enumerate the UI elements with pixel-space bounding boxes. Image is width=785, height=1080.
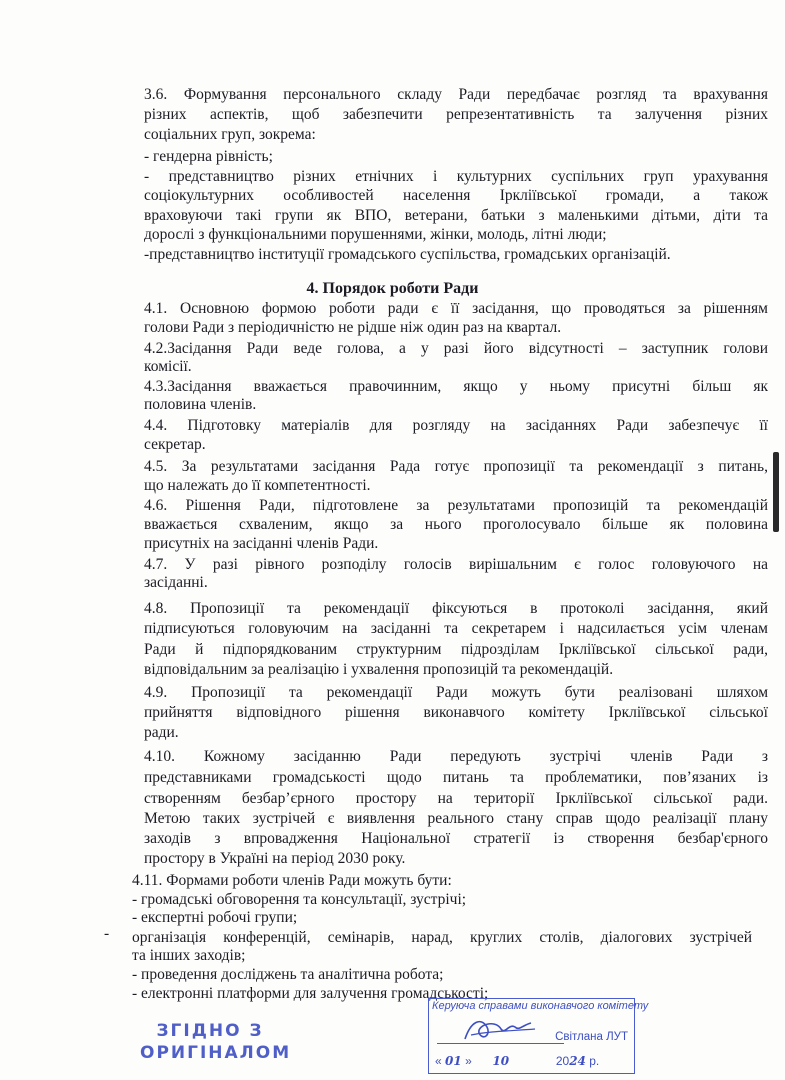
quote-mark: « bbox=[435, 1054, 442, 1068]
signature-icon bbox=[461, 1013, 541, 1047]
signature-line bbox=[437, 1043, 564, 1044]
text-line: заходів з впровадження Національної стратегії із створення безбар'єрного bbox=[144, 830, 768, 847]
text-line: організація конференцій, семінарів, нарад, круглих столів, діалогових зустрічей bbox=[132, 929, 752, 946]
original-copy-stamp bbox=[140, 1020, 292, 1064]
text-line: що належать до її компетентності. bbox=[144, 477, 371, 494]
date-month: 10 bbox=[492, 1054, 510, 1068]
text-line: комісії. bbox=[144, 358, 192, 375]
scan-edge-mark bbox=[773, 452, 779, 532]
text-line: створенням безбар’єрного простору на території Ірклiївської сільської ради. bbox=[144, 790, 768, 807]
text-line: соціальних груп, зокрема: bbox=[144, 126, 316, 143]
text-line: 4.1. Основною формою роботи ради є її засідання, що проводяться за рішенням bbox=[144, 300, 768, 317]
text-line: простору в Україні на період 2030 року. bbox=[144, 850, 406, 867]
text-line: 4.8. Пропозиції та рекомендації фіксуються в протоколі засідання, який bbox=[144, 600, 768, 617]
text-line: 4.4. Підготовку матеріалів для розгляду на засіданнях Ради забезпечує її bbox=[144, 417, 768, 434]
date-year-suffix: 24 bbox=[569, 1054, 586, 1068]
text-line: представниками громадськості щодо питань та проблематики, пов’язаних із bbox=[144, 769, 768, 786]
section-heading: 4. Порядок роботи Ради bbox=[306, 280, 479, 297]
certification-stamp bbox=[428, 998, 649, 1074]
text-line: 4.10. Кожному засіданню Ради передують зустрічі членів Ради з bbox=[144, 748, 768, 765]
text-line: різних аспектів, щоб забезпечити репрезентативність та залучення різних bbox=[144, 106, 768, 123]
text-line: - експертні робочі групи; bbox=[132, 909, 298, 926]
text-line: 4.9. Пропозиції та рекомендації Ради можуть бути реалізовані шляхом bbox=[144, 684, 768, 701]
text-line: присутніх на засіданні членів Ради. bbox=[144, 535, 379, 552]
text-line: 4.7. У разі рівного розподілу голосів вирішальним є голос головуючого на bbox=[144, 556, 768, 573]
text-line: 4.3.Засідання вважається правочинним, якщо у ньому присутні більш як bbox=[144, 378, 768, 395]
text-line: 3.6. Формування персонального складу Ради передбачає розгляд та врахування bbox=[144, 86, 768, 103]
date-year-prefix: 20 bbox=[555, 1054, 570, 1068]
text-line: - гендерна рівність; bbox=[144, 148, 273, 165]
text-line: половина членів. bbox=[144, 396, 257, 413]
text-line: та інших заходів; bbox=[132, 947, 246, 964]
text-line: дорослі з функціональними порушеннями, жінки, молодь, літні люди; bbox=[144, 226, 607, 243]
official-name: Світлана ЛУТ bbox=[555, 1031, 628, 1043]
text-line: ради. bbox=[144, 724, 179, 741]
text-line: голови Ради з періодичністю не рідше ніж один раз на квартал. bbox=[144, 319, 562, 336]
text-line: Ради й підпорядкованим структурним підрозділам Ірклiївської сільської ради, bbox=[144, 641, 768, 658]
text-line: - представництво різних етнічних і культурних суспільних груп урахування bbox=[144, 168, 768, 185]
text-line: соціокультурних особливостей населення Ірклiївської громади, а також bbox=[144, 187, 768, 204]
margin-dash: - bbox=[104, 925, 110, 942]
text-line: засіданні. bbox=[144, 574, 208, 591]
text-line: вважається схваленим, якщо за нього проголосувало більше як половина bbox=[144, 516, 768, 533]
text-line: прийняття відповідного рішення виконавчого комітету Ірклiївської сільської bbox=[144, 704, 768, 721]
year-mark: р. bbox=[589, 1054, 600, 1068]
text-line: - громадські обговорення та консультації, зустрічі; bbox=[132, 891, 467, 908]
text-line: Метою таких зустрічей є виявлення реального стану справ щодо реалізації плану bbox=[144, 810, 768, 827]
stamp-line: ОРИГІНАЛОМ bbox=[140, 1043, 292, 1063]
quote-mark: » bbox=[465, 1054, 472, 1068]
certification-title: Керуюча справами виконавчого комітету bbox=[432, 1000, 649, 1012]
stamp-line: ЗГІДНО З bbox=[156, 1021, 264, 1041]
text-line: 4.6. Рішення Ради, підготовлене за результатами пропозицій та рекомендацій bbox=[144, 497, 768, 514]
text-line: - електронні платформи для залучення громадськості; bbox=[132, 985, 489, 1002]
text-line: 4.11. Формами роботи членів Ради можуть бути: bbox=[132, 872, 452, 889]
text-line: враховуючи такі групи як ВПО, ветерани, батьки з маленькими дітьми, діти та bbox=[144, 207, 768, 224]
date-day: 01 bbox=[445, 1054, 462, 1068]
certification-date bbox=[435, 1054, 599, 1068]
text-line: відповідальним за реалізацію і ухвалення пропозицій та рекомендацій. bbox=[144, 661, 614, 678]
text-line: - проведення досліджень та аналітична робота; bbox=[132, 966, 444, 983]
text-line: підписуються головуючим на засіданні та секретарем і надсилається усім членам bbox=[144, 620, 768, 637]
text-line: 4.2.Засідання Ради веде голова, а у разі його відсутності – заступник голови bbox=[144, 340, 768, 357]
text-line: 4.5. За результатами засідання Рада готує пропозиції та рекомендації з питань, bbox=[144, 458, 768, 475]
text-line: -представництво інституції громадського суспільства, громадських організацій. bbox=[144, 246, 671, 263]
text-line: секретар. bbox=[144, 436, 206, 453]
